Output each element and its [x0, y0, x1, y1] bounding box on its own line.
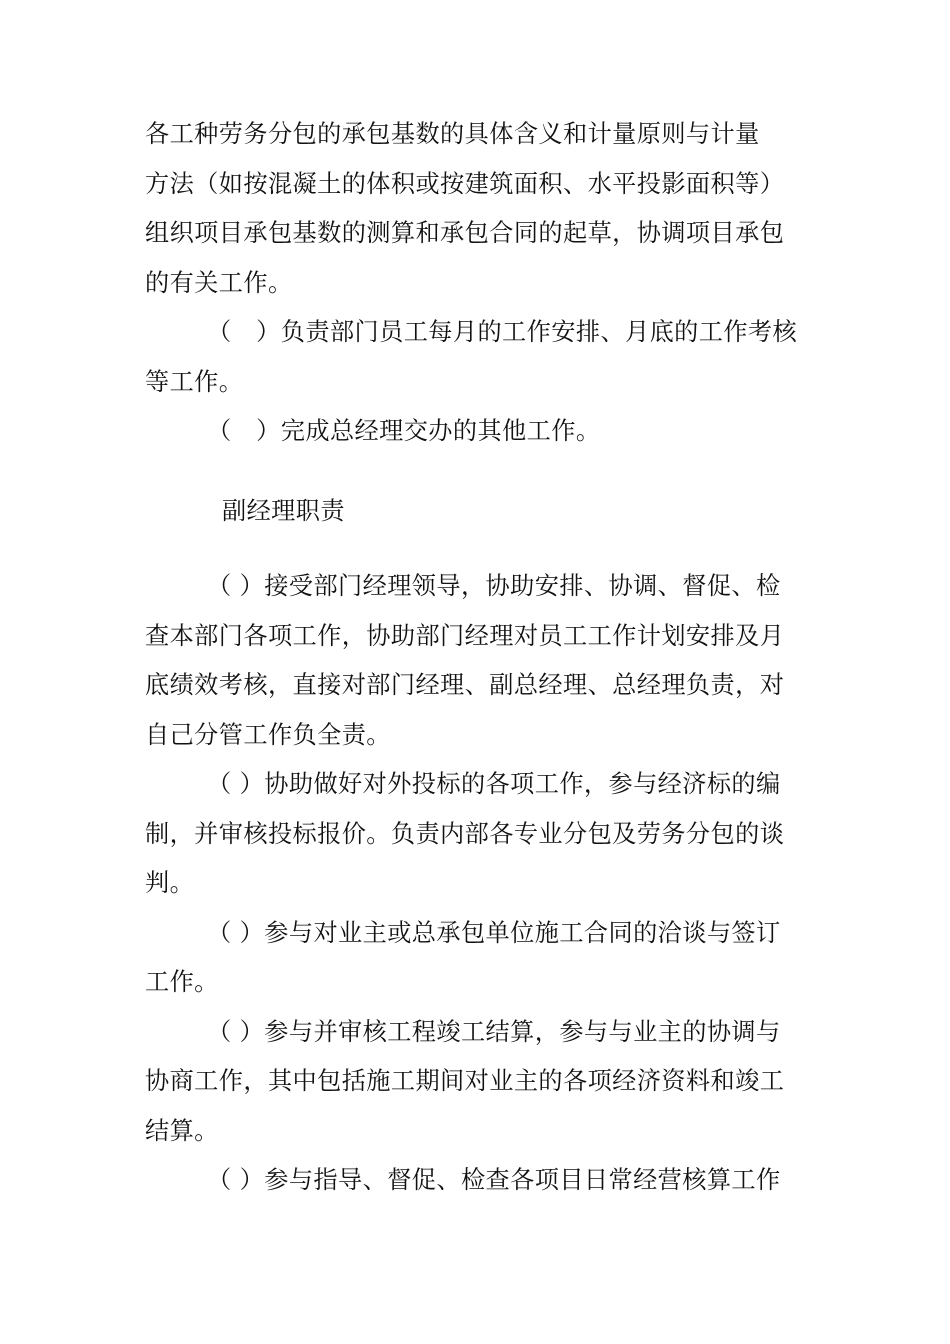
- text-line: 的有关工作。: [145, 268, 293, 297]
- text-line: 组织项目承包基数的测算和承包合同的起草，协调项目承包: [145, 219, 785, 247]
- section-heading: 副经理职责: [222, 496, 345, 525]
- text-line: （ ）参与对业主或总承包单位施工合同的洽谈与签订: [207, 918, 781, 947]
- document-body: [145, 110, 825, 1206]
- deputy-duty-item: [145, 1156, 825, 1206]
- text-line: （ ）参与并审核工程竣工结算，参与与业主的协调与: [207, 1017, 781, 1046]
- text-line: 制，并审核投标报价。负责内部各专业分包及劳务分包的谈: [145, 819, 785, 848]
- text-line: （ ）接受部门经理领导，协助安排、协调、督促、检: [207, 572, 781, 600]
- deputy-duty-item: [145, 1008, 825, 1157]
- text-line: （ ）协助做好对外投标的各项工作，参与经济标的编: [207, 770, 781, 798]
- text-line: （ ）参与指导、督促、检查各项目日常经营核算工作: [207, 1166, 781, 1194]
- text-line: 协商工作，其中包括施工期间对业主的各项经济资料和竣工: [145, 1067, 785, 1095]
- manager-duty-item: [145, 407, 825, 457]
- text-line: 各工种劳务分包的承包基数的具体含义和计量原则与计量: [145, 120, 760, 148]
- text-line: 底绩效考核，直接对部门经理、副总经理、总经理负责，对: [145, 671, 785, 699]
- manager-duty-item: [145, 308, 825, 407]
- text-line: 查本部门各项工作，协助部门经理对员工工作计划安排及月: [145, 621, 785, 650]
- text-line: （ ）完成总经理交办的其他工作。: [207, 417, 601, 445]
- text-line: （ ）负责部门员工每月的工作安排、月底的工作考核: [207, 318, 798, 346]
- text-line: 方法（如按混凝土的体积或按建筑面积、水平投影面积等）: [145, 169, 785, 198]
- deputy-duty-item: [145, 909, 825, 1008]
- intro-paragraph: [145, 110, 825, 308]
- text-line: 自己分管工作负全责。: [145, 720, 391, 749]
- text-line: 等工作。: [145, 367, 244, 396]
- text-line: 判。: [145, 869, 195, 897]
- text-line: 工作。: [145, 968, 219, 996]
- text-line: 结算。: [145, 1116, 219, 1145]
- deputy-duty-item: [145, 760, 825, 909]
- deputy-duty-item: [145, 562, 825, 760]
